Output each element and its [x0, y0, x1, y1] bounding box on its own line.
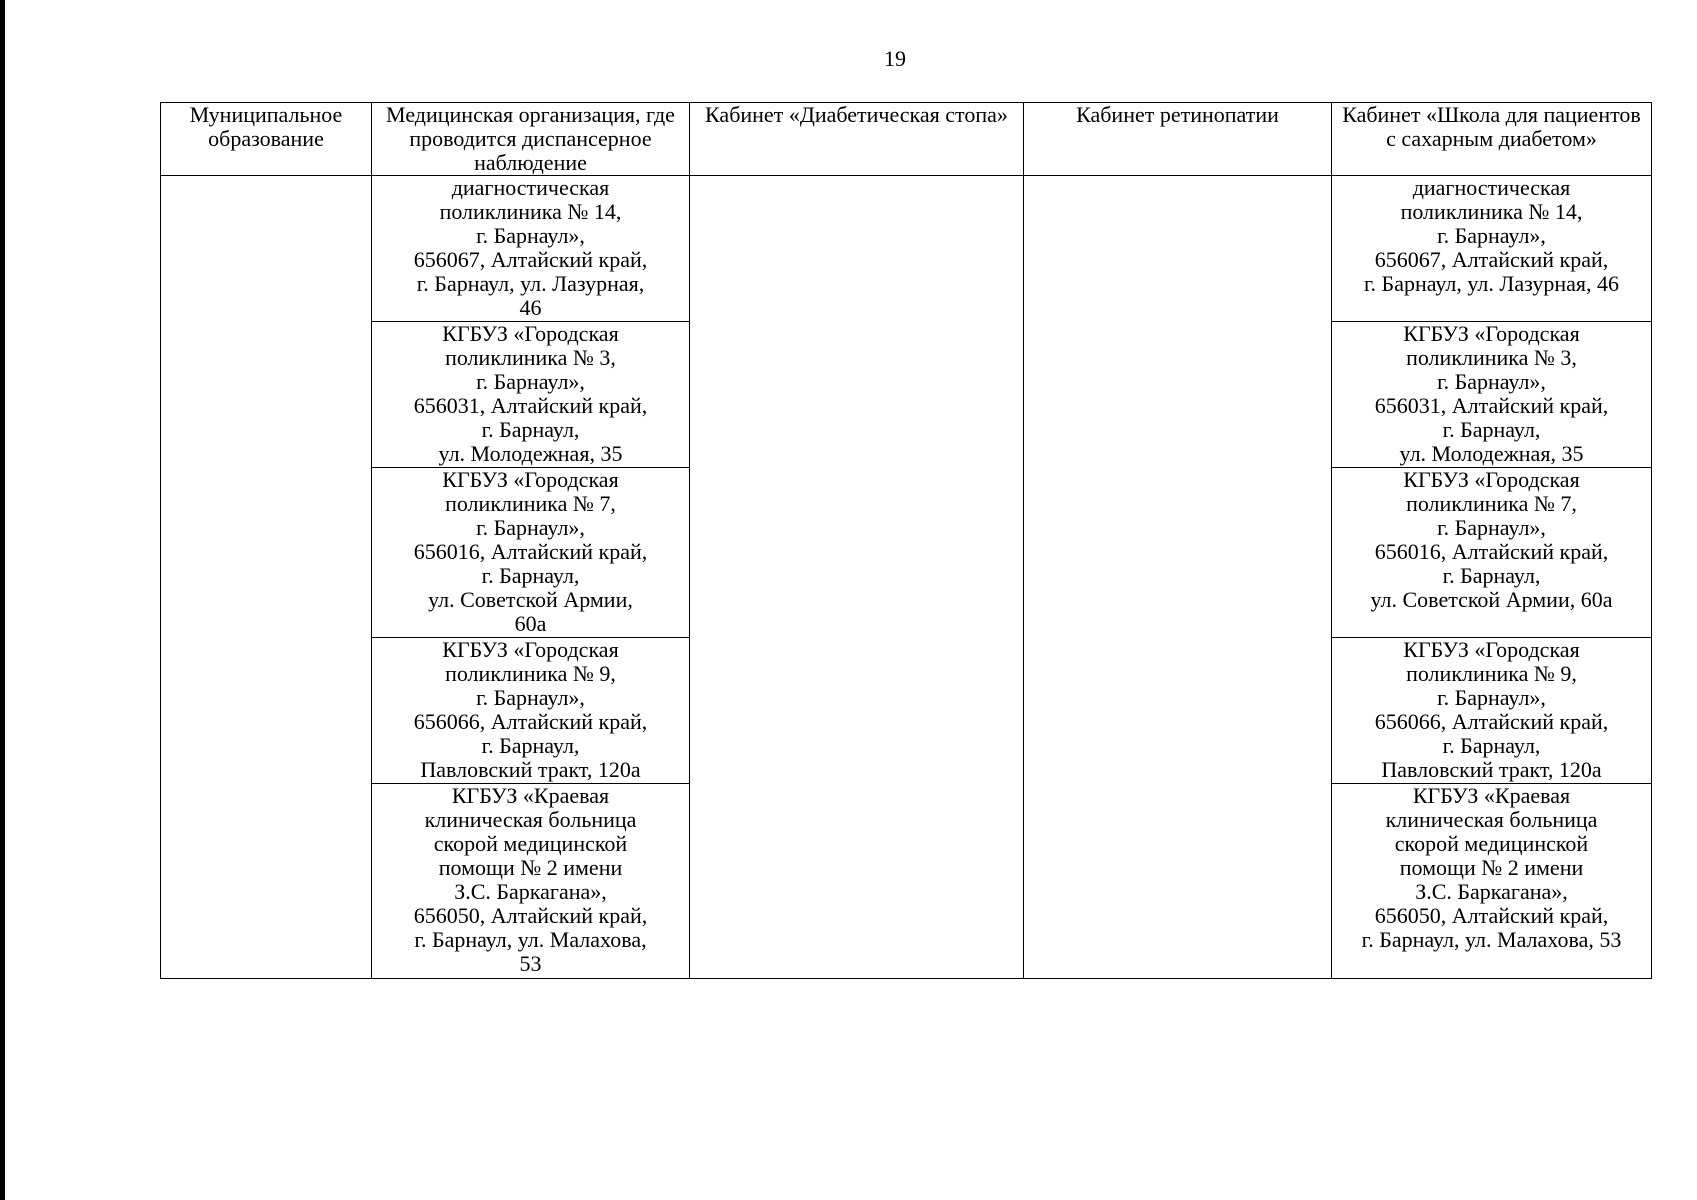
org-cell: диагностическая поликлиника № 14, г. Барнаул», 656067, Алтайский край, г. Барнаул, ул. Лазурная, 46	[372, 176, 690, 322]
school-cell: КГБУЗ «Городская поликлиника № 7, г. Барнаул», 656016, Алтайский край, г. Барнаул, ул. Советской Армии, 60а	[1332, 468, 1652, 638]
table-row	[161, 176, 1652, 322]
retinopathy-cell	[1024, 176, 1332, 979]
org-cell: КГБУЗ «Городская поликлиника № 7, г. Барнаул», 656016, Алтайский край, г. Барнаул, ул. Советской Армии, 60а	[372, 468, 690, 638]
school-cell: КГБУЗ «Городская поликлиника № 9, г. Барнаул», 656066, Алтайский край, г. Барнаул, Павловский тракт, 120а	[1332, 638, 1652, 784]
dispensary-table	[160, 102, 1652, 979]
diabetic-foot-cell	[690, 176, 1024, 979]
table-header-row	[161, 103, 1652, 176]
page-number: 19	[884, 46, 906, 71]
org-cell: КГБУЗ «Городская поликлиника № 9, г. Барнаул», 656066, Алтайский край, г. Барнаул, Павловский тракт, 120а	[372, 638, 690, 784]
school-cell: КГБУЗ «Краевая клиническая больница скорой медицинской помощи № 2 имени З.С. Баркагана», 656050, Алтайский край, г. Барнаул, ул. Малахова, 53	[1332, 784, 1652, 979]
municipality-cell	[161, 176, 372, 979]
school-cell: диагностическая поликлиника № 14, г. Барнаул», 656067, Алтайский край, г. Барнаул, ул. Лазурная, 46	[1332, 176, 1652, 322]
org-cell: КГБУЗ «Краевая клиническая больница скорой медицинской помощи № 2 имени З.С. Баркагана», 656050, Алтайский край, г. Барнаул, ул. Малахова, 53	[372, 784, 690, 979]
scan-left-edge	[0, 0, 5, 1200]
header-diabetic-foot-office: Кабинет «Диабетическая стопа»	[690, 103, 1024, 176]
school-cell: КГБУЗ «Городская поликлиника № 3, г. Барнаул», 656031, Алтайский край, г. Барнаул, ул. Молодежная, 35	[1332, 322, 1652, 468]
header-medical-organization: Медицинская организация, где проводится диспансерное наблюдение	[372, 103, 690, 176]
org-cell: КГБУЗ «Городская поликлиника № 3, г. Барнаул», 656031, Алтайский край, г. Барнаул, ул. Молодежная, 35	[372, 322, 690, 468]
header-diabetes-school-office: Кабинет «Школа для пациентов с сахарным диабетом»	[1332, 103, 1652, 176]
header-municipality: Муниципальное образование	[161, 103, 372, 176]
header-retinopathy-office: Кабинет ретинопатии	[1024, 103, 1332, 176]
